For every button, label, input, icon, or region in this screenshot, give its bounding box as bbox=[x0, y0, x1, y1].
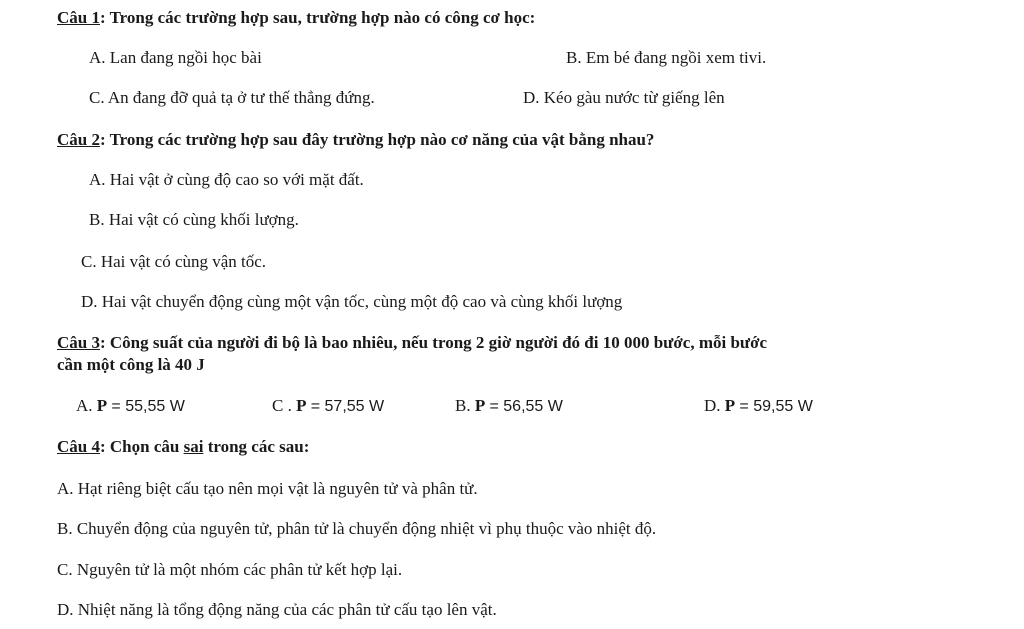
question-2-heading bbox=[57, 130, 654, 150]
question-3-option-d-value: = 59,55 W bbox=[739, 398, 813, 415]
question-3-option-a-value: = 55,55 W bbox=[111, 398, 185, 415]
question-3-label: Câu 3 bbox=[57, 333, 100, 352]
question-4-text-pre: : Chọn câu bbox=[99, 437, 184, 456]
question-3-option-c-value: = 56,55 W bbox=[489, 398, 563, 415]
question-2-text: : Trong các trường hợp sau đây trường hợp nào cơ năng của vật bằng nhau? bbox=[99, 130, 655, 149]
question-3-option-b bbox=[272, 396, 384, 417]
question-4-text-underlined: sai bbox=[183, 437, 204, 456]
question-1-option-c: C. An đang đỡ quả tạ ở tư thế thẳng đứng. bbox=[89, 88, 375, 107]
question-3-option-b-value: = 57,55 W bbox=[310, 398, 385, 415]
question-3-option-d bbox=[704, 396, 813, 417]
question-3-option-b-symbol: P bbox=[296, 396, 307, 415]
question-1-text: : Trong các trường hợp sau, trường hợp nào có công cơ học: bbox=[99, 8, 536, 27]
question-3-option-c bbox=[455, 396, 563, 417]
question-1-option-d: D. Kéo gàu nước từ giếng lên bbox=[523, 88, 725, 107]
question-3-heading-line2: cần một công là 40 J bbox=[57, 355, 205, 374]
question-3-heading-line1 bbox=[57, 333, 767, 353]
question-1-heading bbox=[57, 8, 535, 28]
question-3-option-a-prefix: A. bbox=[76, 396, 93, 415]
question-4-option-d: D. Nhiệt năng là tổng động năng của các phân tử cấu tạo lên vật. bbox=[57, 600, 497, 619]
question-3-option-c-symbol: P bbox=[474, 396, 486, 415]
question-3-option-a bbox=[76, 396, 185, 417]
question-1-label: Câu 1 bbox=[57, 8, 100, 27]
question-4-label: Câu 4 bbox=[57, 437, 100, 456]
question-4-option-c: C. Nguyên tử là một nhóm các phân tử kết hợp lại. bbox=[57, 560, 403, 579]
question-2-option-b: B. Hai vật có cùng khối lượng. bbox=[89, 210, 299, 229]
question-2-option-a: A. Hai vật ở cùng độ cao so với mặt đất. bbox=[89, 170, 364, 189]
question-3-option-d-prefix: D. bbox=[704, 396, 721, 415]
question-3-text-line1: : Công suất của người đi bộ là bao nhiêu, nếu trong 2 giờ người đó đi 10 000 bước, mỗi bước bbox=[99, 333, 768, 352]
question-2-option-c: C. Hai vật có cùng vận tốc. bbox=[81, 252, 267, 271]
question-2-option-d: D. Hai vật chuyển động cùng một vận tốc, cùng một độ cao và cùng khối lượng bbox=[81, 292, 623, 311]
question-3-option-b-prefix: C . bbox=[272, 396, 292, 415]
question-4-heading bbox=[57, 437, 309, 457]
question-3-option-d-symbol: P bbox=[724, 396, 736, 415]
question-3-option-a-symbol: P bbox=[96, 396, 108, 415]
question-1-option-a: A. Lan đang ngồi học bài bbox=[89, 48, 262, 67]
question-1-option-b: B. Em bé đang ngồi xem tivi. bbox=[566, 48, 767, 67]
question-3-option-c-prefix: B. bbox=[455, 396, 471, 415]
question-4-text-post: trong các sau: bbox=[203, 437, 310, 456]
question-4-option-a: A. Hạt riêng biệt cấu tạo nên mọi vật là nguyên tử và phân tử. bbox=[57, 479, 478, 498]
question-4-option-b: B. Chuyển động của nguyên tử, phân tử là chuyển động nhiệt vì phụ thuộc vào nhiệt độ. bbox=[57, 519, 657, 538]
question-2-label: Câu 2 bbox=[57, 130, 100, 149]
